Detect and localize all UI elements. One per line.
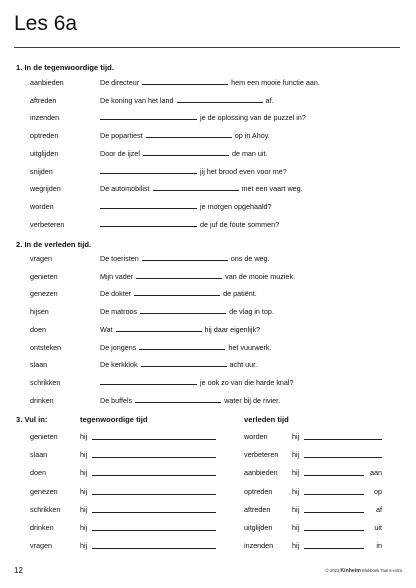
sentence-start: Mijn vader [100, 271, 134, 281]
sentence [100, 148, 268, 159]
pronoun: hij [292, 541, 300, 551]
pronoun: hij [292, 486, 300, 496]
answer-blank[interactable] [100, 377, 197, 385]
exercise-row [0, 183, 416, 194]
verb-label: verbeteren [30, 219, 65, 229]
pronoun: hij [80, 486, 88, 496]
verb-label: vragen [30, 254, 52, 263]
sentence-start: Wat [100, 324, 113, 334]
answer-blank[interactable] [136, 271, 222, 279]
sentence-end: jij het brood even voor me? [200, 166, 287, 176]
sentence-end: af. [265, 95, 274, 105]
verb-label: optreden [30, 131, 59, 141]
sentence-start: De directeur [100, 78, 140, 87]
fill-row-past [0, 522, 416, 533]
exercise-row [0, 377, 416, 388]
particle-suffix: op [374, 486, 382, 496]
pronoun: hij [292, 432, 300, 441]
exercise-row [0, 201, 416, 212]
verb-label: genezen [30, 486, 58, 496]
answer-blank[interactable] [139, 342, 225, 350]
sentence-end: met een vaart weg. [241, 184, 303, 194]
verb-label: genezen [30, 289, 58, 299]
exercise-row [0, 130, 416, 141]
answer-blank[interactable] [135, 395, 221, 403]
verb-label: wegrijden [30, 184, 61, 194]
sentence-start: De matroos [100, 307, 138, 317]
pronoun: hij [292, 523, 300, 532]
verb-label: aftreden [30, 95, 57, 105]
sentence [100, 183, 303, 194]
column-heading-past: verleden tijd [244, 415, 289, 424]
sentence-end: hij daar eigenlijk? [204, 324, 261, 334]
page-number: 12 [14, 566, 23, 575]
answer-blank[interactable] [146, 130, 232, 138]
verb-label: slaan [30, 360, 48, 370]
verb-label: genieten [30, 432, 58, 441]
sentence-end: acht uur. [229, 360, 258, 370]
sentence [100, 395, 280, 406]
exercise-row [0, 324, 416, 335]
sentence-start: De toeristen [100, 254, 139, 263]
sentence-end: de vlag in top. [229, 307, 274, 317]
section3-heading: 3. Vul in: [16, 415, 48, 424]
exercise-row [0, 359, 416, 370]
exercise-row [0, 306, 416, 317]
particle-suffix: uit [374, 523, 382, 532]
sentence [100, 271, 295, 282]
pronoun: hij [80, 450, 88, 460]
exercise-row [0, 395, 416, 406]
answer-blank[interactable] [140, 306, 226, 314]
exercise-row [0, 219, 416, 230]
answer-blank[interactable] [153, 183, 239, 191]
pronoun: hij [80, 468, 88, 478]
pronoun: hij [292, 504, 300, 514]
sentence-end: de man uit. [231, 148, 268, 158]
verb-label: aanbieden [244, 468, 278, 478]
answer-blank[interactable] [304, 439, 382, 440]
sentence [100, 166, 287, 177]
sentence [100, 77, 320, 88]
sentence-end: de juf de foute sommen? [200, 219, 280, 229]
answer-blank[interactable] [177, 95, 263, 103]
sentence [100, 377, 294, 388]
sentence [100, 306, 274, 317]
answer-blank[interactable] [141, 359, 227, 367]
answer-blank[interactable] [304, 457, 382, 458]
sentence [100, 324, 260, 335]
answer-blank[interactable] [100, 201, 197, 209]
sentence-start: De popartiest [100, 131, 143, 141]
verb-label: vragen [30, 541, 52, 551]
exercise-row [0, 288, 416, 299]
sentence-end: je de oplossing van de puzzel in? [200, 113, 306, 123]
particle-suffix: in [376, 541, 382, 551]
exercise-row [0, 95, 416, 106]
verb-label: aanbieden [30, 78, 64, 87]
verb-label: ontsteken [30, 342, 62, 352]
sentence [100, 112, 306, 123]
verb-label: drinken [30, 395, 54, 405]
verb-label: worden [30, 201, 54, 211]
sentence [100, 201, 272, 212]
answer-blank[interactable] [100, 219, 197, 227]
answer-blank[interactable] [304, 548, 364, 549]
sentence-end: van de mooie muziek. [225, 271, 296, 281]
answer-blank[interactable] [143, 148, 229, 156]
sentence-start: De dokter [100, 289, 132, 299]
answer-blank[interactable] [100, 166, 197, 174]
verb-label: doen [30, 468, 46, 478]
fill-row-past [0, 467, 416, 478]
exercise-row [0, 148, 416, 159]
answer-blank[interactable] [304, 494, 364, 495]
sentence [100, 359, 257, 370]
sentence-end: ons de weg. [230, 254, 270, 263]
answer-blank[interactable] [142, 77, 228, 85]
sentence [100, 219, 279, 230]
book-title: Blokboek Taal 6 extra [362, 568, 402, 573]
sentence-start: De jongens [100, 342, 137, 352]
sentence-start: De koning van het land [100, 95, 174, 105]
fill-row-past [0, 504, 416, 515]
answer-blank[interactable] [304, 530, 364, 531]
answer-blank[interactable] [134, 288, 220, 296]
answer-blank[interactable] [304, 512, 364, 513]
pronoun: hij [80, 432, 88, 441]
sentence [100, 130, 270, 141]
verb-label: verbeteren [244, 450, 279, 460]
verb-label: uitglijden [244, 523, 273, 532]
particle-suffix: af [376, 504, 382, 514]
sentence-start: De kerkklok [100, 360, 138, 370]
verb-label: inzenden [244, 541, 274, 551]
publisher-name: Kinheim [340, 568, 361, 574]
answer-blank[interactable] [100, 112, 197, 120]
column-heading-present: tegenwoordige tijd [80, 415, 148, 424]
answer-blank[interactable] [304, 475, 364, 476]
pronoun: hij [80, 504, 88, 514]
verb-label: doen [30, 324, 46, 334]
pronoun: hij [80, 541, 88, 551]
verb-label: slaan [30, 450, 48, 460]
sentence-end: hem een mooie functie aan. [231, 78, 320, 87]
fill-row-past [0, 486, 416, 497]
verb-label: aftreden [244, 504, 271, 514]
sentence-end: je ook zo van die harde knal? [200, 377, 294, 387]
verb-label: genieten [30, 271, 58, 281]
exercise-row [0, 77, 416, 88]
sentence-end: je morgen opgehaald? [200, 201, 272, 211]
verb-label: schrikken [30, 377, 61, 387]
fill-row-past [0, 540, 416, 551]
verb-label: schrikken [30, 504, 61, 514]
section2-heading: 2. In de verleden tijd. [16, 240, 92, 249]
sentence-end: water bij de rivier. [224, 395, 281, 405]
verb-label: inzenden [30, 113, 60, 123]
sentence-end: de patiënt. [223, 289, 257, 299]
verb-label: worden [244, 432, 268, 441]
particle-suffix: aan [370, 468, 382, 478]
footer-credit [326, 568, 402, 574]
copyright-text: © 2023 [325, 568, 340, 573]
title-divider [14, 47, 400, 48]
sentence [100, 253, 270, 264]
verb-label: hijsen [30, 307, 49, 317]
verb-label: drinken [30, 523, 54, 532]
sentence-start: De buffels [100, 395, 133, 405]
sentence [100, 95, 274, 106]
sentence [100, 288, 257, 299]
verb-label: optreden [244, 486, 273, 496]
page-title: Les 6a [14, 12, 78, 35]
verb-label: uitglijden [30, 148, 59, 158]
fill-row-past [0, 431, 416, 442]
exercise-row [0, 253, 416, 264]
section1-heading: 1. In de tegenwoordige tijd. [16, 63, 114, 72]
pronoun: hij [80, 523, 88, 532]
exercise-row [0, 271, 416, 282]
sentence-start: Door de ijzel [100, 148, 140, 158]
verb-label: snijden [30, 166, 53, 176]
answer-blank[interactable] [142, 253, 228, 261]
fill-row-past [0, 449, 416, 460]
pronoun: hij [292, 450, 300, 460]
pronoun: hij [292, 468, 300, 478]
sentence-end: op in Ahoy. [234, 131, 270, 141]
answer-blank[interactable] [116, 324, 202, 332]
sentence-end: het vuurwerk. [228, 342, 272, 352]
sentence [100, 342, 272, 353]
exercise-row [0, 112, 416, 123]
exercise-row [0, 166, 416, 177]
sentence-start: De automobilist [100, 184, 150, 194]
exercise-row [0, 342, 416, 353]
